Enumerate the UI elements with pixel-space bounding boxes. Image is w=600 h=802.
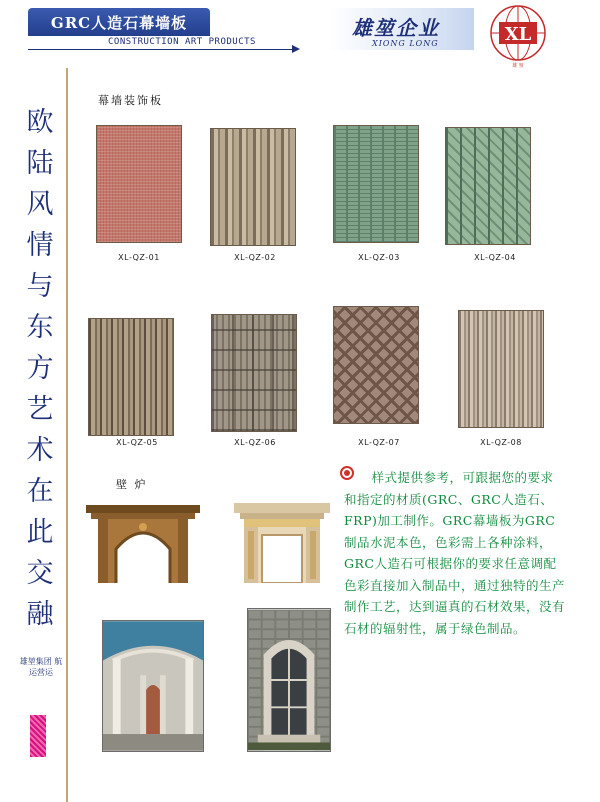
slogan-char: 情 (26, 230, 54, 261)
tile-image (445, 127, 531, 245)
fireplace-image (234, 503, 330, 583)
slogan-char: 欧 (26, 107, 54, 138)
description-text: 样式提供参考，可跟据您的要求和指定的材质(GRC、GRC人造石、FRP)加工制作。GRC幕墙板为GRC制品水泥本色，色彩需上各种涂料，GRC人造石可根据你的要求任意调配色彩直接加入制品中，通过独特的生产制作工艺，达到逼真的石材效果，没有石材的辐射性，属于绿色制品。 (344, 470, 566, 636)
tile-image (333, 306, 419, 424)
section-title-curtain-wall: 幕墙装饰板 (98, 94, 163, 107)
tile-image (88, 318, 174, 436)
vertical-divider (66, 68, 68, 802)
tile-label: XL-QZ-03 (358, 253, 400, 262)
tile-image (96, 125, 182, 243)
tile-label: XL-QZ-04 (474, 253, 516, 262)
decorative-pink-bar (30, 715, 46, 757)
header-tab-title: GRC人造石幕墙板 (28, 8, 210, 36)
photo-window (247, 608, 331, 752)
header-subtitle: CONSTRUCTION ART PRODUCTS (108, 37, 256, 47)
tile-image (210, 128, 296, 246)
brand-name: 雄堃企业 (352, 16, 440, 40)
logo-caption: 雄 堃 (512, 63, 524, 69)
tile-label: XL-QZ-01 (118, 253, 160, 262)
slogan-char: 在 (26, 476, 54, 507)
slogan-char: 交 (26, 558, 54, 589)
header-underline (28, 49, 298, 50)
brand-pinyin: XIONG LONG (372, 39, 439, 48)
slogan-char: 东 (26, 312, 54, 343)
tile-image (211, 314, 297, 432)
tile-label: XL-QZ-05 (116, 438, 158, 447)
tile-image (458, 310, 544, 428)
slogan-char: 融 (26, 599, 54, 630)
fireplace-image (86, 505, 200, 583)
slogan-char: 此 (26, 517, 54, 548)
sidebar-small-text: 雄堃集团 航运营运 (19, 657, 63, 677)
logo-monogram: XL (504, 24, 532, 45)
tile-label: XL-QZ-08 (480, 438, 522, 447)
tile-label: XL-QZ-06 (234, 438, 276, 447)
slogan-char: 方 (26, 353, 54, 384)
company-logo-icon (487, 4, 549, 66)
photo-colonnade (102, 620, 204, 752)
tile-image (333, 125, 419, 243)
slogan-char: 艺 (26, 394, 54, 425)
slogan-char: 与 (26, 271, 54, 302)
slogan-char: 陆 (26, 148, 54, 179)
slogan-char: 术 (26, 435, 54, 466)
tile-label: XL-QZ-02 (234, 253, 276, 262)
tile-label: XL-QZ-07 (358, 438, 400, 447)
section-title-fireplace: 壁 炉 (116, 478, 148, 491)
slogan-char: 风 (26, 189, 54, 220)
vertical-slogan (22, 102, 58, 635)
arrow-right-icon (292, 45, 300, 53)
